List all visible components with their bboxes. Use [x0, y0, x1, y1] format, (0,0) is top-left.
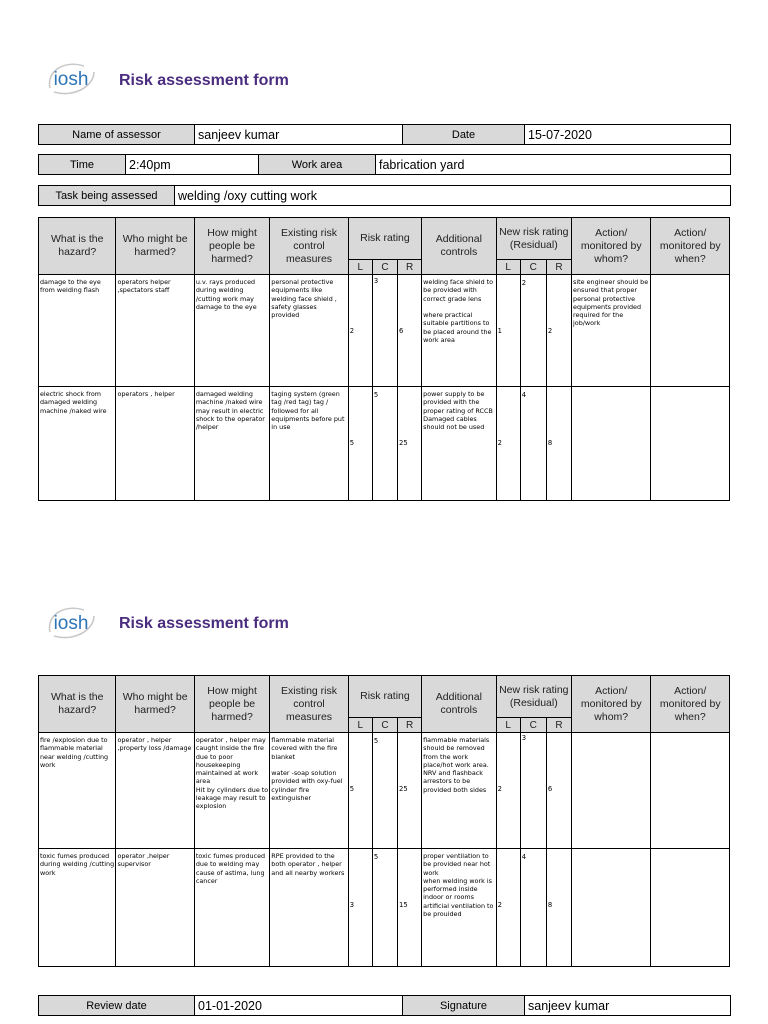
additional-cell: welding face shield to be provided with correct grade lens where practical suitable partitions to be placed around the work area [422, 275, 496, 387]
iosh-logo [44, 58, 98, 98]
signature-value: sanjeev kumar [525, 996, 731, 1016]
c-cell: 5 [372, 733, 397, 849]
new-r-cell: 8 [546, 387, 571, 501]
new-l-cell: 1 [496, 275, 520, 387]
col-action-whom: Action/ monitored by whom? [572, 676, 651, 733]
col-new-l: L [496, 260, 520, 275]
existing-cell: taging system (green tag /red tag) tag / followed for all equipments before put in use [270, 387, 348, 501]
time-row [38, 154, 731, 175]
table-row [39, 387, 730, 501]
col-new-l: L [496, 718, 520, 733]
hazard-cell: toxic fumes produced during welding /cutting work [39, 849, 116, 967]
col-new-r: R [546, 260, 571, 275]
col-existing: Existing risk control measures [270, 218, 348, 275]
new-l-cell: 2 [496, 849, 520, 967]
col-who: Who might be harmed? [116, 676, 194, 733]
col-c: C [372, 718, 397, 733]
new-r-cell: 6 [546, 733, 571, 849]
r-cell: 15 [398, 849, 422, 967]
col-action-whom: Action/ monitored by whom? [572, 218, 651, 275]
task-value: welding /oxy cutting work [175, 186, 731, 206]
new-l-cell: 2 [496, 387, 520, 501]
existing-cell: RPE provided to the both operator , helper and all nearby workers [270, 849, 348, 967]
col-new-risk: New risk rating (Residual) [496, 676, 571, 718]
new-c-cell: 4 [520, 849, 546, 967]
how-cell: toxic fumes produced due to welding may cause of astima, lung cancer [194, 849, 269, 967]
date-value: 15-07-2020 [525, 125, 731, 145]
how-cell: u.v. rays produced during welding /cutting work may damage to the eye [194, 275, 269, 387]
additional-cell: flammable materials should be removed from the work place/hot work area. NRV and flashback arrestors to be provided both sides [422, 733, 496, 849]
col-additional: Additional controls [422, 676, 496, 733]
svg-text:iosh: iosh [53, 69, 89, 90]
col-action-when: Action/ monitored by when? [651, 676, 730, 733]
existing-cell: personal protective equipments like welding face shield , safety glasses provided [270, 275, 348, 387]
table-row [39, 849, 730, 967]
col-r: R [398, 718, 422, 733]
review-row [38, 995, 731, 1016]
l-cell: 5 [348, 387, 372, 501]
table-row [39, 733, 730, 849]
l-cell: 3 [348, 849, 372, 967]
col-action-when: Action/ monitored by when? [651, 218, 730, 275]
who-cell: operator , helper ,property loss /damage [116, 733, 194, 849]
new-c-cell: 4 [520, 387, 546, 501]
assessor-label: Name of assessor [39, 125, 195, 145]
risk-table-1 [38, 217, 730, 501]
review-date-label: Review date [39, 996, 195, 1016]
who-cell: operator ,helper supervisor [116, 849, 194, 967]
new-r-cell: 2 [546, 275, 571, 387]
r-cell: 25 [398, 387, 422, 501]
hazard-cell: fire /explosion due to flammable material near welding /cutting work [39, 733, 116, 849]
c-cell: 5 [372, 849, 397, 967]
hazard-cell: damage to the eye from welding flash [39, 275, 116, 387]
hazard-cell: electric shock from damaged welding machine /naked wire [39, 387, 116, 501]
task-row [38, 185, 731, 206]
col-existing: Existing risk control measures [270, 676, 348, 733]
iosh-logo [44, 602, 98, 642]
table-row [39, 275, 730, 387]
risk-table-2 [38, 675, 730, 967]
form-title: Risk assessment form [119, 615, 289, 632]
who-cell: operators , helper [116, 387, 194, 501]
col-risk-rating: Risk rating [348, 218, 421, 260]
date-label: Date [403, 125, 525, 145]
c-cell: 3 [372, 275, 397, 387]
additional-cell: power supply to be provided with the proper rating of RCCB Damaged cables should not be used [422, 387, 496, 501]
col-new-risk: New risk rating (Residual) [496, 218, 571, 260]
time-label: Time [39, 155, 126, 175]
whom-cell [572, 849, 651, 967]
review-date-value: 01-01-2020 [195, 996, 403, 1016]
r-cell: 25 [398, 733, 422, 849]
how-cell: operator , helper may caught inside the fire due to poor housekeeping maintained at work area Hit by cylinders due to leakage may result to explosion [194, 733, 269, 849]
existing-cell: flammable material covered with the fire blanket water -soap solution provided with oxy-fuel cylinder fire extinguisher [270, 733, 348, 849]
col-additional: Additional controls [422, 218, 496, 275]
whom-cell: site engineer should be ensured that proper personal protective equipments provided required for the job/work [572, 275, 651, 387]
assessor-value: sanjeev kumar [195, 125, 403, 145]
assessor-row [38, 124, 731, 145]
whom-cell [572, 733, 651, 849]
col-l: L [348, 718, 372, 733]
work-area-value: fabrication yard [376, 155, 731, 175]
new-l-cell: 2 [496, 733, 520, 849]
when-cell [651, 849, 730, 967]
col-r: R [398, 260, 422, 275]
col-new-r: R [546, 718, 571, 733]
time-value: 2:40pm [126, 155, 259, 175]
form-title: Risk assessment form [119, 72, 289, 89]
col-who: Who might be harmed? [116, 218, 194, 275]
col-how: How might people be harmed? [194, 218, 269, 275]
col-risk-rating: Risk rating [348, 676, 421, 718]
col-hazard: What is the hazard? [39, 676, 116, 733]
when-cell [651, 733, 730, 849]
new-c-cell: 3 [520, 733, 546, 849]
l-cell: 2 [348, 275, 372, 387]
new-c-cell: 2 [520, 275, 546, 387]
col-l: L [348, 260, 372, 275]
when-cell [651, 387, 730, 501]
whom-cell [572, 387, 651, 501]
how-cell: damaged welding machine /naked wire may result in electric shock to the operator /helper [194, 387, 269, 501]
when-cell [651, 275, 730, 387]
col-how: How might people be harmed? [194, 676, 269, 733]
r-cell: 6 [398, 275, 422, 387]
col-c: C [372, 260, 397, 275]
col-hazard: What is the hazard? [39, 218, 116, 275]
task-label: Task being assessed [39, 186, 175, 206]
work-area-label: Work area [259, 155, 376, 175]
c-cell: 5 [372, 387, 397, 501]
svg-text:iosh: iosh [53, 613, 89, 634]
who-cell: operators helper ,spectators staff [116, 275, 194, 387]
additional-cell: proper ventilation to be provided near hot work when welding work is performed inside indoor or rooms artificial ventilation to be prouided [422, 849, 496, 967]
col-new-c: C [520, 260, 546, 275]
new-r-cell: 8 [546, 849, 571, 967]
l-cell: 5 [348, 733, 372, 849]
col-new-c: C [520, 718, 546, 733]
signature-label: Signature [403, 996, 525, 1016]
